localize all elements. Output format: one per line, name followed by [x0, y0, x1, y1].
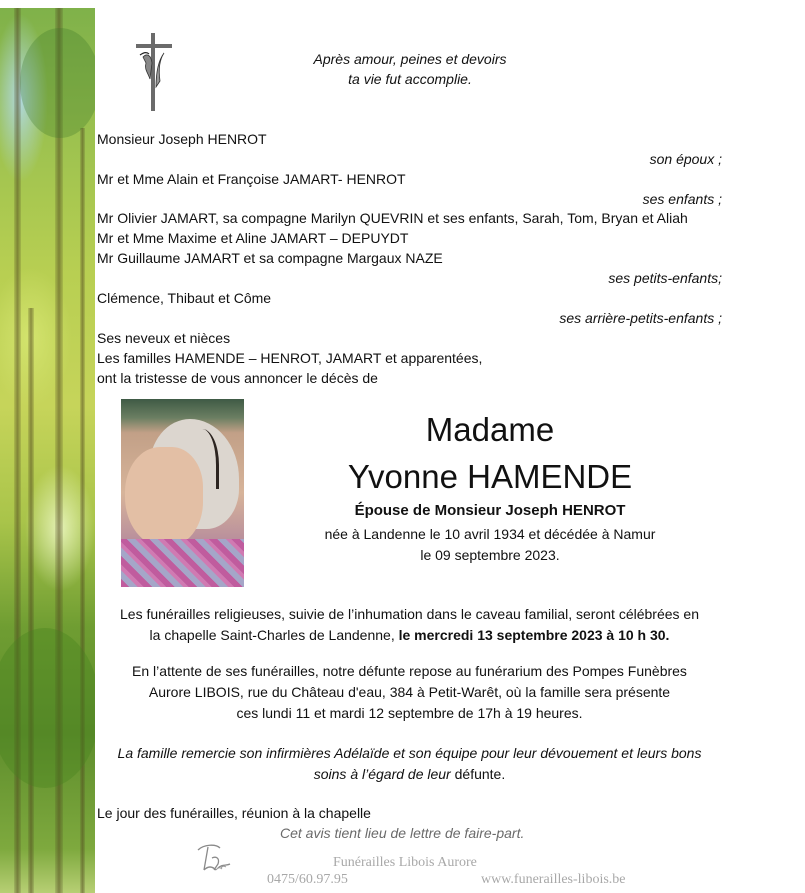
faire-part-note: Cet avis tient lieu de lettre de faire-part.	[280, 825, 525, 841]
deceased-name: Yvonne HAMENDE	[347, 458, 633, 495]
portrait-face	[125, 447, 203, 547]
visitation-line: ces lundi 11 et mardi 12 septembre de 17h à 19 heures.	[236, 705, 583, 721]
tree-trunk	[80, 128, 85, 893]
cross-icon	[134, 33, 174, 111]
funeral-location: la chapelle Saint-Charles de Landenne,	[149, 627, 399, 643]
funeral-line: Les funérailles religieuses, suivie de l’inhumation dans le caveau familial, seront célébrées en	[120, 606, 699, 622]
birth-death-info	[270, 524, 710, 566]
family-line: Monsieur Joseph HENROT	[97, 131, 267, 147]
forest-border-image	[0, 8, 95, 893]
thanks-line	[97, 764, 722, 785]
visitation-details	[97, 661, 722, 724]
family-line: Clémence, Thibaut et Côme	[97, 290, 272, 306]
relation-label: ses enfants ;	[642, 191, 722, 207]
funeral-datetime: le mercredi 13 septembre 2023 à 10 h 30.	[398, 627, 670, 643]
funeral-details	[97, 604, 722, 646]
thanks-line: La famille remercie son infirmières Adélaïde et son équipe pour leur dévouement et leurs bons	[117, 745, 702, 761]
thanks-message	[97, 743, 722, 785]
relation-label: ses arrière-petits-enfants ;	[559, 310, 722, 326]
thanks-text-italic: soins à l’égard de leur	[313, 766, 455, 782]
family-line: Mr et Mme Alain et Françoise JAMART- HENROT	[97, 171, 406, 187]
family-line: Les familles HAMENDE – HENROT, JAMART et apparentées,	[97, 350, 483, 366]
funeral-home-phone: 0475/60.97.95	[267, 872, 348, 887]
portrait-photo	[121, 399, 244, 587]
deceased-spouse: Épouse de Monsieur Joseph HENROT	[354, 502, 626, 519]
birth-death-line: le 09 septembre 2023.	[420, 547, 560, 563]
family-line: Mr Olivier JAMART, sa compagne Marilyn QUEVRIN et ses enfants, Sarah, Tom, Bryan et Aliah	[97, 210, 688, 226]
family-line: Mr et Mme Maxime et Aline JAMART – DEPUYDT	[97, 230, 409, 246]
family-line: ont la tristesse de vous annoncer le décès de	[97, 370, 378, 386]
epitaph	[280, 49, 540, 89]
funeral-home-name: Funérailles Libois Aurore	[333, 855, 477, 870]
family-line: Ses neveux et nièces	[97, 330, 231, 346]
foliage	[20, 28, 95, 138]
relation-label: ses petits-enfants;	[608, 270, 722, 286]
relation-label: son époux ;	[649, 151, 722, 167]
funeral-line	[97, 625, 722, 646]
funeral-home-website: www.funerailles-libois.be	[481, 872, 626, 887]
deceased-title: Madame	[425, 411, 555, 448]
epitaph-line: Après amour, peines et devoirs	[313, 51, 507, 67]
family-line: Mr Guillaume JAMART et sa compagne Margaux NAZE	[97, 250, 443, 266]
visitation-line: Aurore LIBOIS, rue du Château d'eau, 384 à Petit-Warêt, où la famille sera présente	[148, 684, 671, 700]
birth-death-line: née à Landenne le 10 avril 1934 et décédée à Namur	[324, 526, 656, 542]
portrait-shirt	[121, 539, 244, 587]
visitation-line: En l’attente de ses funérailles, notre défunte repose au funérarium des Pompes Funèbres	[132, 663, 687, 679]
tree-trunk	[28, 308, 34, 893]
reunion-note: Le jour des funérailles, réunion à la chapelle	[97, 805, 371, 821]
funeral-home-logo	[194, 842, 234, 876]
thanks-text-plain: défunte.	[454, 766, 506, 782]
epitaph-line: ta vie fut accomplie.	[348, 71, 472, 87]
foliage	[0, 628, 95, 788]
